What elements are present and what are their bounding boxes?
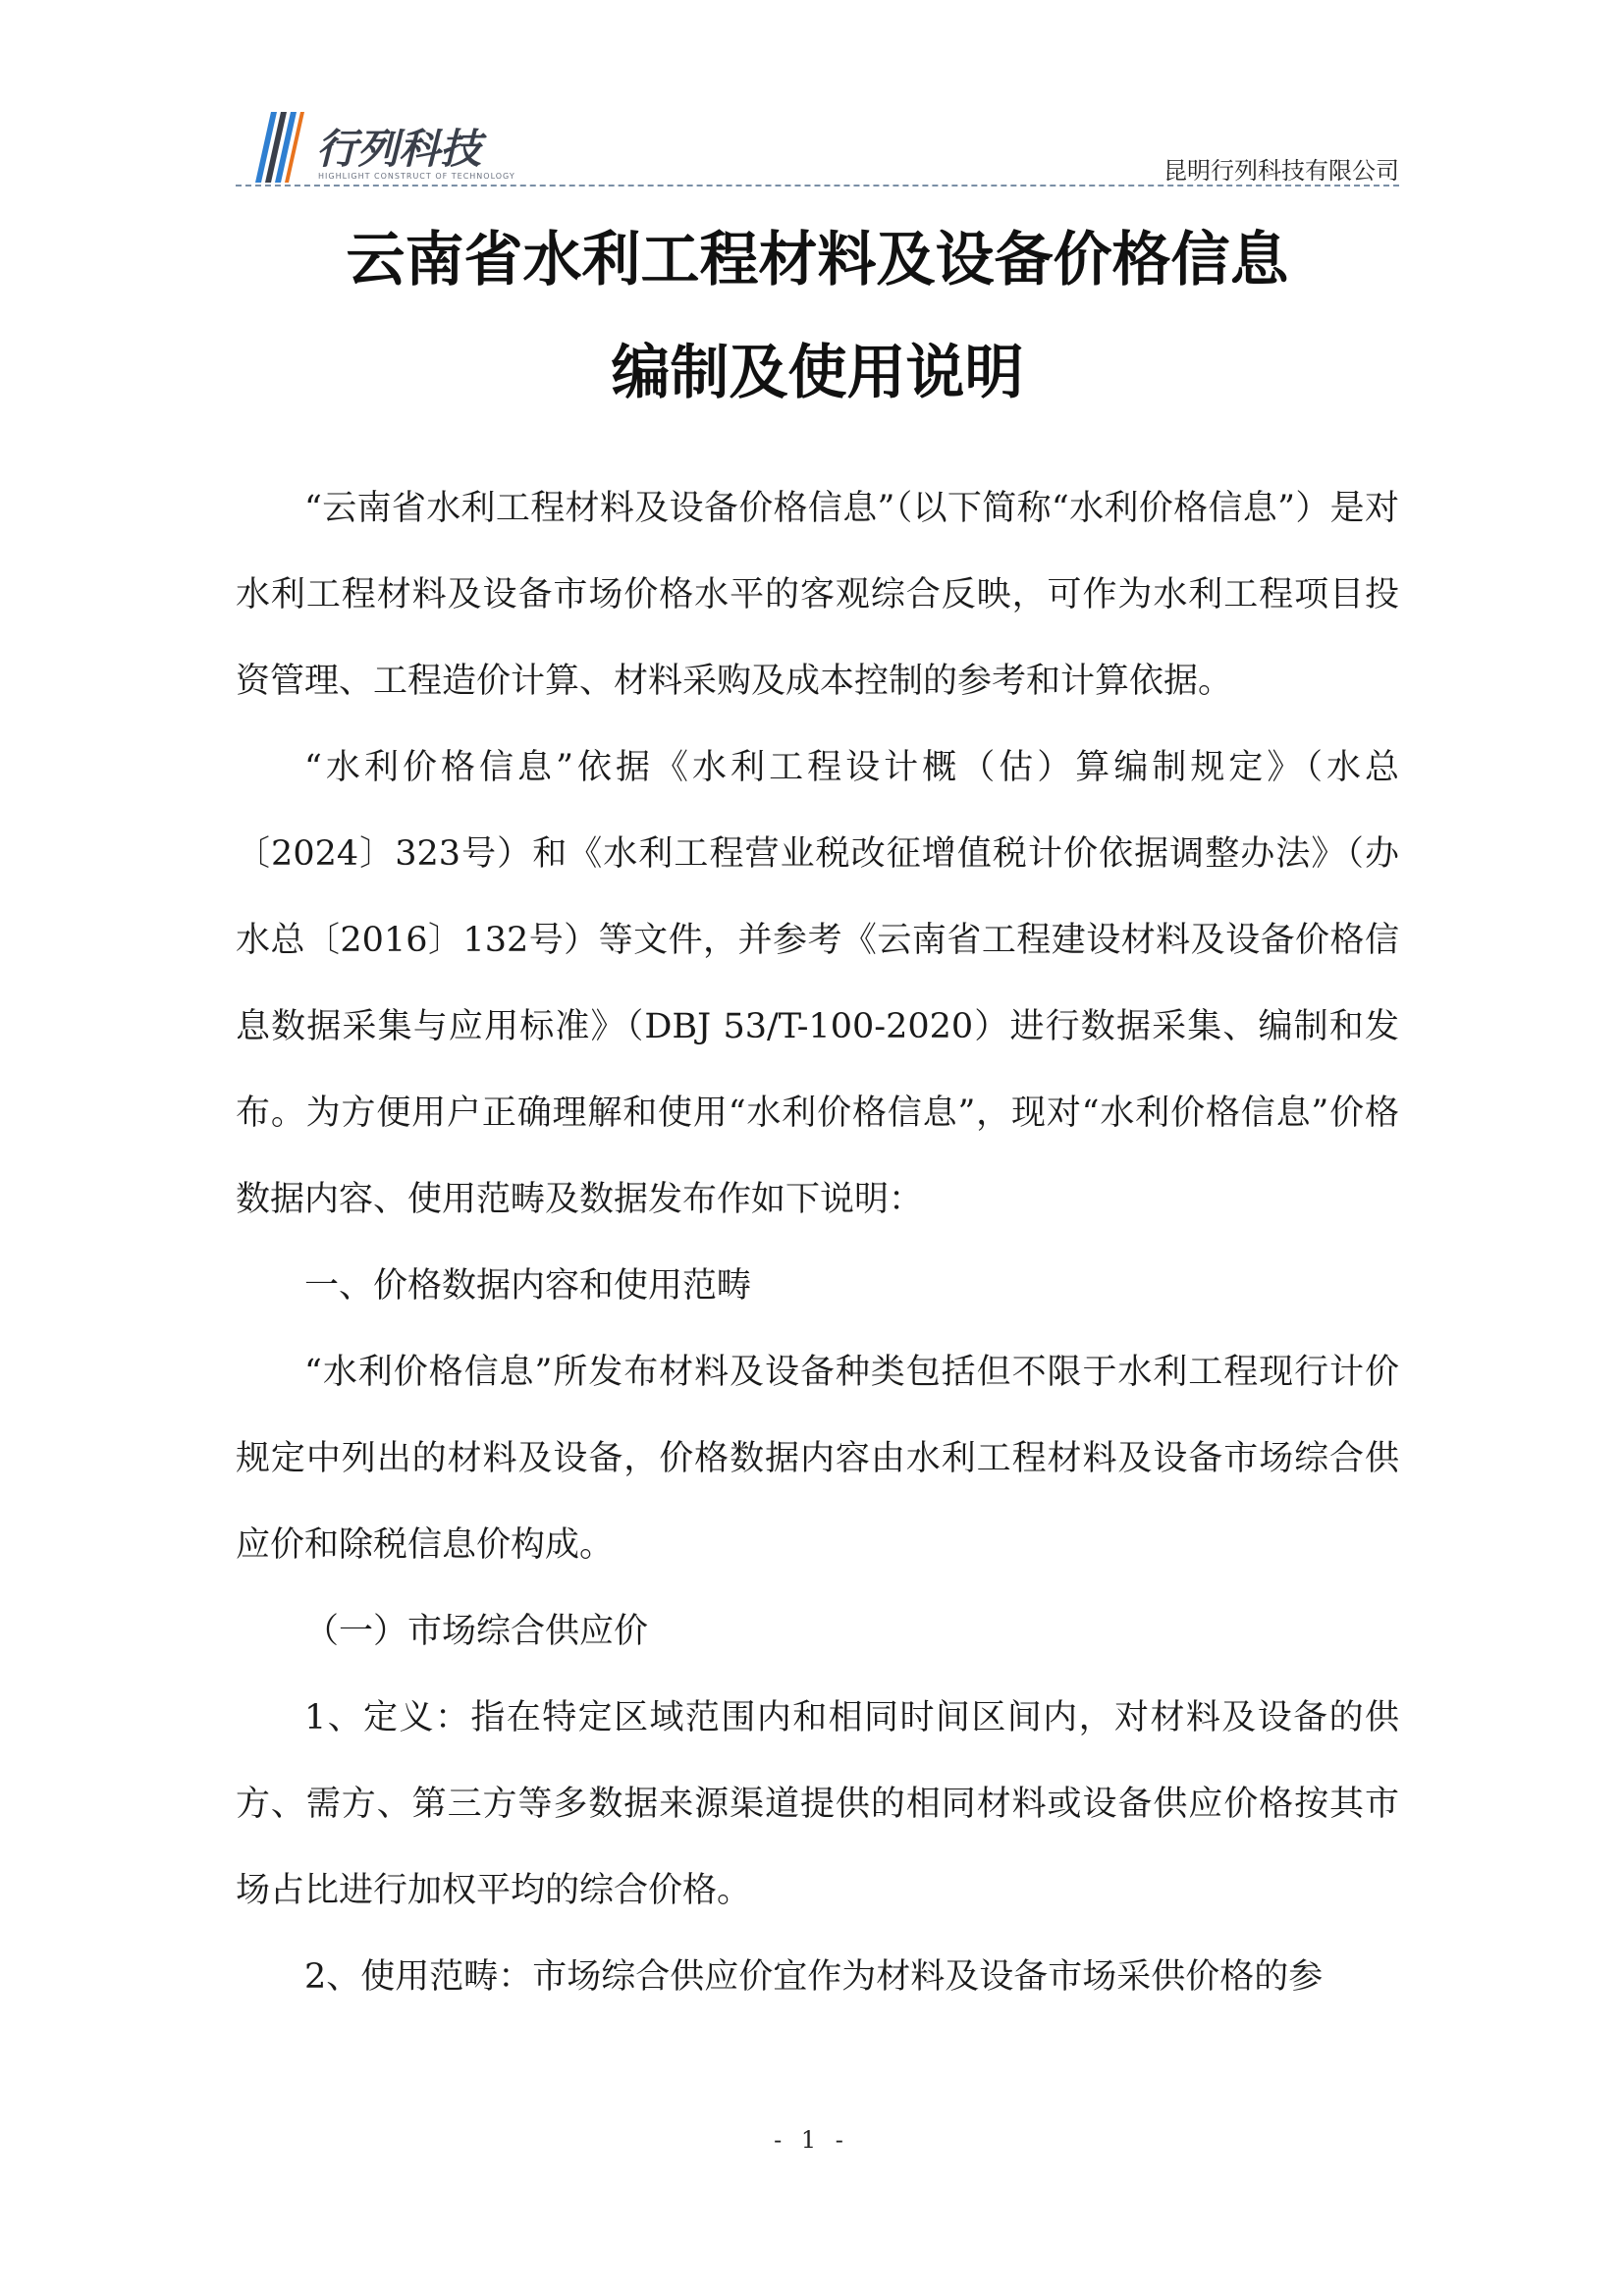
paragraph-scope: “水利价格信息”所发布材料及设备种类包括但不限于水利工程现行计价规定中列出的材料及设备，价格数据内容由水利工程材料及设备市场综合供应价和除税信息价构成。 xyxy=(236,1353,1399,1565)
logo-text: 行列科技 xyxy=(316,125,482,173)
company-name: 昆明行列科技有限公司 xyxy=(1163,157,1399,185)
paragraph-usage: 2、使用范畴：市场综合供应价宜作为材料及设备市场采供价格的参 xyxy=(304,1957,1324,1997)
logo-subtext: HIGHLIGHT CONSTRUCT OF TECHNOLOGY xyxy=(318,172,515,181)
paragraph-basis: “水利价格信息”依据《水利工程设计概（估）算编制规定》（水总〔2024〕323号）和《水利工程营业税改征增值税计价依据调整办法》（办水总〔2016〕132号）等文件，并参考《云南省工程建设材料及设备价格信息数据采集与应用标准》（DBJ 53/T-100-2020）进行数据采集、编制和发布。为方便用户正确理解和使用“水利价格信息”，现对“水利价格信息”价格数据内容、使用范畴及数据发布作如下说明： xyxy=(236,748,1399,1219)
document-title-line2: 编制及使用说明 xyxy=(611,339,1024,407)
document-title-line1: 云南省水利工程材料及设备价格信息 xyxy=(346,226,1289,294)
page-number: - 1 - xyxy=(774,2126,849,2154)
page-header xyxy=(236,108,1399,187)
header-divider xyxy=(236,185,1399,187)
section-heading-1: 一、价格数据内容和使用范畴 xyxy=(304,1266,752,1306)
paragraph-intro: “云南省水利工程材料及设备价格信息”（以下简称“水利价格信息”）是对水利工程材料及设备市场价格水平的客观综合反映，可作为水利工程项目投资管理、工程造价计算、材料采购及成本控制的参考和计算依据。 xyxy=(236,489,1399,701)
logo-mark-icon xyxy=(255,112,304,183)
document-body xyxy=(236,465,1399,2020)
paragraph-definition: 1、定义：指在特定区域范围内和相同时间区间内，对材料及设备的供方、需方、第三方等多数据来源渠道提供的相同材料或设备供应价格按其市场占比进行加权平均的综合价格。 xyxy=(236,1698,1399,1910)
company-logo xyxy=(236,108,520,187)
subsection-heading-1: （一）市场综合供应价 xyxy=(304,1612,649,1651)
